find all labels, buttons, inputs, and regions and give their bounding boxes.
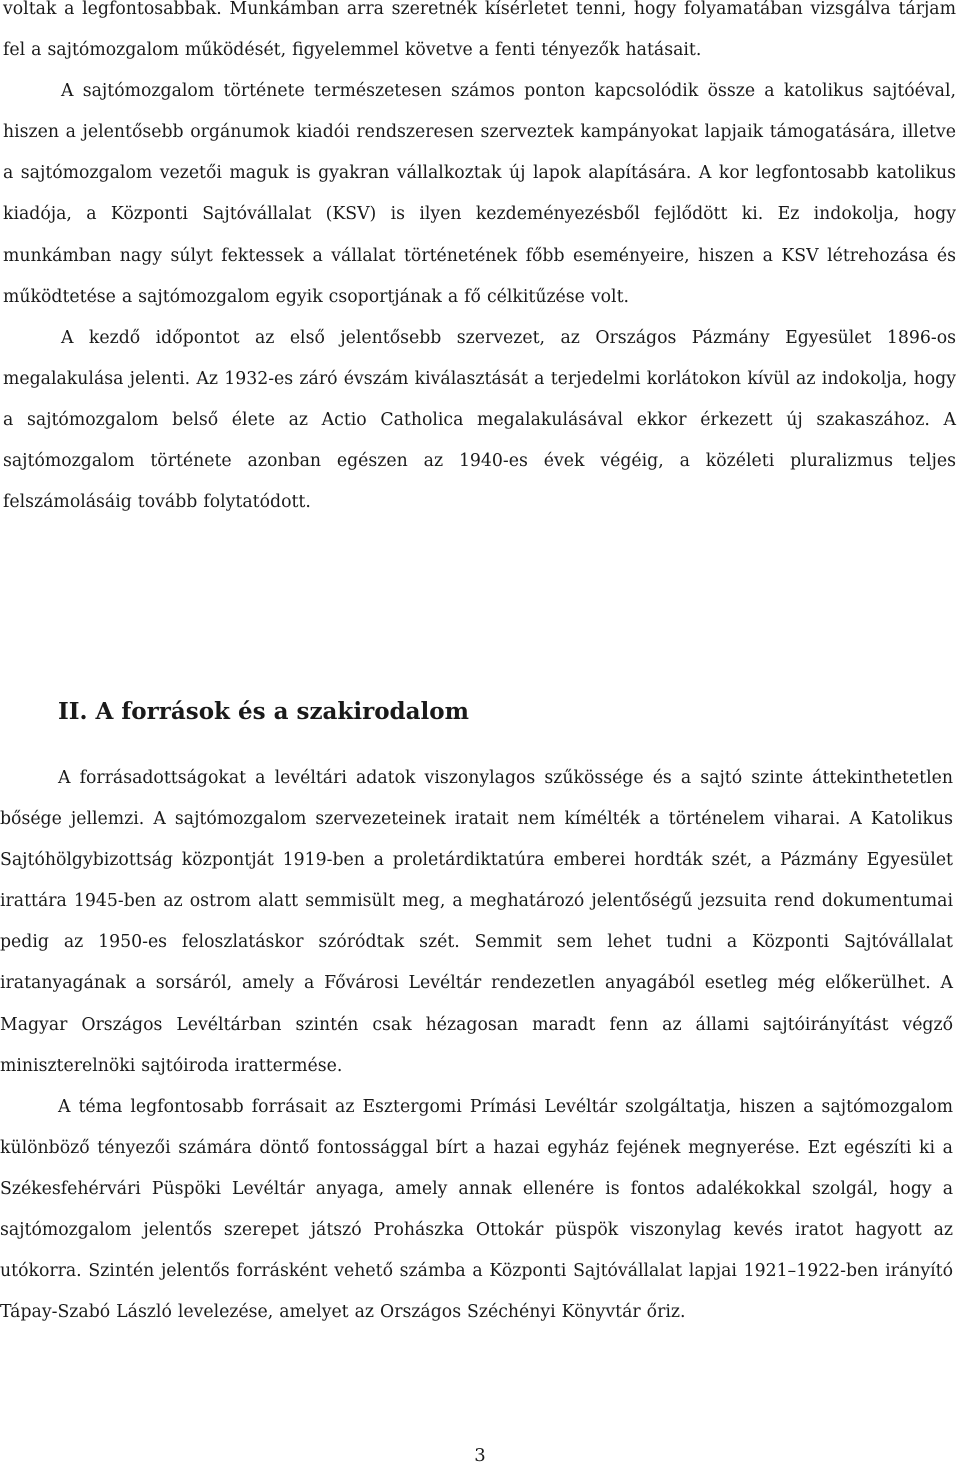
page-number: 3 xyxy=(474,1445,486,1466)
section-heading: II. A források és a szakirodalom xyxy=(58,698,469,725)
paragraph-source-availability: A forrásadottságokat a levéltári adatok viszonylagos szűkössége és a sajtó szinte áttekinthetetlen bősége jellemzi. A sajtómozgalom szervezeteinek iratait nem kímélték a történelem viharai. A Katolikus Sajtóhölgybizottság központját 1919-ben a proletárdiktatúra emberei hordták szét, a Pázmány Egyesület irattára 1945-ben az ostrom alatt semmisült meg, a meghatározó jelentőségű jezsuita rend dokumentumai pedig az 1950-es feloszlatáskor szóródtak szét. Semmit sem lehet tudni a Központi Sajtóvállalat iratanyagának a sorsáról, amely a Fővárosi Levéltár rendezetlen anyagából esetleg még előkerülhet. A Magyar Országos Levéltárban szintén csak hézagosan maradt fenn az állami sajtóirányítást végző miniszterelnöki sajtóiroda irattermése. xyxy=(0,768,953,1076)
paragraph-press-movement-history: A sajtómozgalom története természetesen számos ponton kapcsolódik össze a katolikus sajtóéval, hiszen a jelentősebb orgánumok kiadói rendszeresen szerveztek kampányokat lapjaik támogatására, illetve a sajtómozgalom vezetői maguk is gyakran vállalkoztak új lapok alapítására. A kor legfontosabb katolikus kiadója, a Központi Sajtóvállalat (KSV) is ilyen kezdeményezésből fejlődött ki. Ez indokolja, hogy munkámban nagy súlyt fektessek a vállalat történetének főbb eseményeire, hiszen a KSV létrehozása és működtetése a sajtómozgalom egyik csoportjának a fő célkitűzése volt. xyxy=(3,81,956,307)
document-page xyxy=(3,0,956,523)
paragraph-main-sources: A téma legfontosabb forrásait az Esztergomi Prímási Levéltár szolgáltatja, hiszen a sajtómozgalom különböző tényezői számára döntő fontossággal bírt a hazai egyház fejének megnyerése. Ezt egészíti ki a Székesfehérvári Püspöki Levéltár anyaga, amely annak ellenére is fontos adalékokkal szolgál, hogy a sajtómozgalom jelentős szerepet játszó Prohászka Ottokár püspök viszonylag kevés iratot hagyott az utókorra. Szintén jelentős forrásként vehető számba a Központi Sajtóvállalat lapjai 1921–1922-ben irányító Tápay-Szabó László levelezése, amelyet az Országos Széchényi Könyvtár őriz. xyxy=(0,1096,953,1323)
paragraph-time-frame: A kezdő időpontot az első jelentősebb szervezet, az Országos Pázmány Egyesület 1896-os megalakulása jelenti. Az 1932-es záró évszám kiválasztását a terjedelmi korlátokon kívül az indokolja, hogy a sajtómozgalom belső élete az Actio Catholica megalakulásával ekkor érkezett új szakaszához. A sajtómozgalom története azonban egészen az 1940-es évek végéig, a közéleti pluralizmus teljes felszámolásáig tovább folytatódott. xyxy=(3,327,956,513)
paragraph-intro-continuation: voltak a legfontosabbak. Munkámban arra szeretnék kísérletet tenni, hogy folyamatában vizsgálva tárjam fel a sajtómozgalom működését, figyelemmel követve a fenti tényezők hatásait. xyxy=(3,0,956,61)
section-body xyxy=(0,758,953,1333)
